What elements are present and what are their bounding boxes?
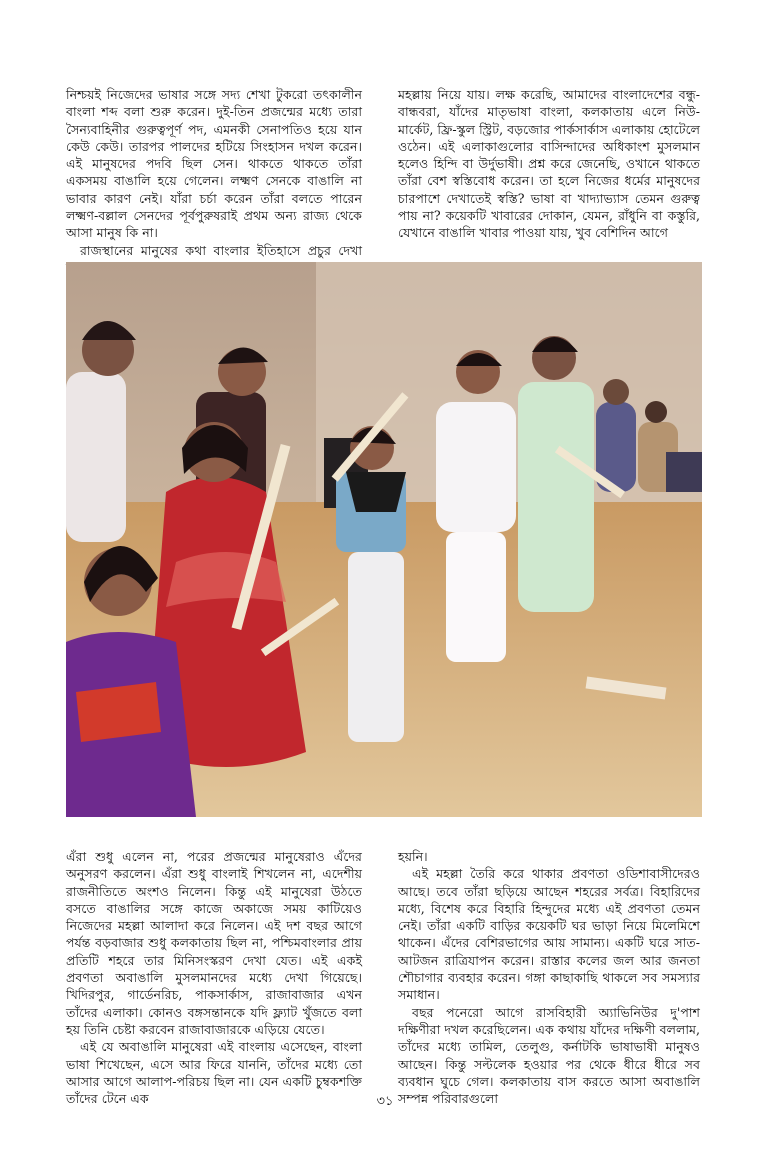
man-white-left <box>66 372 126 542</box>
person-head <box>645 401 667 423</box>
dress-accent <box>76 682 161 742</box>
paragraph: মহল্লায় নিয়ে যায়। লক্ষ করেছি, আমাদের বাংলাদেশের বন্ধু-বান্ধবরা, যাঁদের মাতৃভাষা বাংলা, কলকাতায় এলে নিউ-মার্কেট, ফ্রি-স্কুল স্ট্রিট, বড়জোর পার্কসার্কাস এলাকায় হোটেলে ওঠেন। এই এলাকাগুলোর বাসিন্দাদের অধিকাংশ মুসলমান হলেও হিন্দি বা উর্দুভাষী। প্রশ্ন করে জেনেছি, ওখানে থাকতে তাঁরা বেশ স্বস্তিবোধ করেন। তা হলে নিজের ধর্মের মানুষদের চারপাশে দেখাতেই স্বস্তি? ভাষা বা খাদ্যাভ্যাস তেমন গুরুত্ব পায় না? কয়েকটি খাবারের দোকান, যেমন, রাঁধুনি বা কস্তুরি, যেখানে বাঙালি খাবার পাওয়া যায়, খুব বেশিদিন আগে <box>398 87 701 241</box>
man-white-center <box>436 402 516 532</box>
chair <box>666 452 702 492</box>
boy-white-pants <box>348 552 404 742</box>
paragraph: এঁরা শুধু এলেন না, পরের প্রজন্মের মানুষেরাও এঁদের অনুসরণ করলেন। এঁরা শুধু বাংলাই শিখলেন না, এদেশীয় রাজনীতিতে অংশও নিলেন। কিন্তু এই মানুষেরা উঠতে বসতে বাঙালির সঙ্গে কাজে অকাজে সময় কাটিয়েও নিজেদের মহল্লা আলাদা করে নিলেন। এই দশ বছর আগে পর্যন্ত বড়বাজার শুধু কলকাতায় ছিল না, পশ্চিমবাংলার প্রায় প্রতিটি শহরে তার মিনিসংস্করণ দেখা যেত। এই একই প্রবণতা অবাঙালি মুসলমানদের মধ্যে দেখা গিয়েছে। খিদিরপুর, গার্ডেনরিচ, পাকসার্কাস, রাজাবাজার এখন তাঁদের এলাকা। কোনও বঙ্গসন্তানকে যদি ফ্ল্যাট খুঁজতে বলা হয় তিনি চেষ্টা করবেন রাজাবাজারকে এড়িয়ে যেতে। <box>66 849 362 1037</box>
text-column-top-right <box>398 86 700 242</box>
shirt-black-panel <box>346 472 406 512</box>
man-white-pants <box>446 532 506 662</box>
paragraph: রাজস্থানের মানুষের কথা বাংলার ইতিহাসে প্রচুর দেখা <box>80 242 362 258</box>
dance-photo <box>66 262 702 817</box>
person-head <box>603 379 629 405</box>
page-number: ৩১ <box>376 1094 394 1109</box>
text-column-bottom-left <box>66 848 362 1107</box>
text-column-top-left <box>66 86 362 276</box>
paragraph: নিশ্চয়ই নিজেদের ভাষার সঙ্গে সদ্য শেখা টুকরো তৎকালীন বাংলা শব্দ বলা শুরু করেন। দুই-তিন প্রজন্মের মধ্যে তারা সৈন্যবাহিনীর গুরুত্বপূর্ণ পদ, এমনকী সেনাপতিও হয়ে যান কেউ কেউ। তারপর পালদের হটিয়ে সিংহাসন দখল করেন। এই মানুষদের পদবি ছিল সেন। থাকতে থাকতে তাঁরা একসময় বাঙালি হয়ে গেলেন। লক্ষ্মণ সেনকে বাঙালি না ভাবার কারণ নেই। যাঁরা চর্চা করেন তাঁরা বলতে পারেন লক্ষ্মণ-বল্লাল সেনদের পূর্বপুরুষরাই প্রথম অন্য রাজ্য থেকে আসা মানুষ কি না। <box>66 87 362 241</box>
paragraph: এই মহল্লা তৈরি করে থাকার প্রবণতা ওডিশাবাসীদেরও আছে। তবে তাঁরা ছড়িয়ে আছেন শহরের সর্বত্র। বিহারিদের মধ্যে, বিশেষ করে বিহারি হিন্দুদের মধ্যে এই প্রবণতা তেমন নেই। তাঁরা একটি বাড়ির কয়েকটি ঘর ভাড়া নিয়ে মিলেমিশে থাকেন। এঁদের বেশিরভাগের আয় সামান্য। একটি ঘরে সাত-আটজন রাত্রিযাপন করেন। রাস্তার কলের জল আর জনতা শৌচাগার ব্যবহার করেন। গঙ্গা কাছাকাছি থাকলে সব সমস্যার সমাধান। <box>398 866 700 1003</box>
text-column-bottom-right <box>398 848 700 1107</box>
paragraph: বছর পনেরো আগে রাসবিহারী অ্যাভিনিউর দু'পাশ দক্ষিণীরা দখল করেছিলেন। এক কথায় যাঁদের দক্ষিণী বললাম, তাঁদের মধ্যে তামিল, তেলুগু, কর্নাটকি ভাষাভাষী মানুষও আছেন। কিন্তু সল্টলেক হওয়ার পর থেকে ধীরে ধীরে সব ব্যবধান ঘুচে গেল। কলকাতায় বাস করতে আসা অবাঙালি সম্পন্ন পরিবারগুলো <box>398 1004 700 1107</box>
man-pale-green <box>518 382 594 612</box>
paragraph: এই যে অবাঙালি মানুষেরা এই বাংলায় এসেছেন, বাংলা ভাষা শিখেছেন, এসে আর ফিরে যাননি, তাঁদের মধ্যে তো আসার আগে আলাপ-পরিচয় ছিল না। যেন একটি চুম্বকশক্তি তাঁদের টেনে এক <box>66 1039 362 1107</box>
paragraph: হয়নি। <box>398 849 428 864</box>
